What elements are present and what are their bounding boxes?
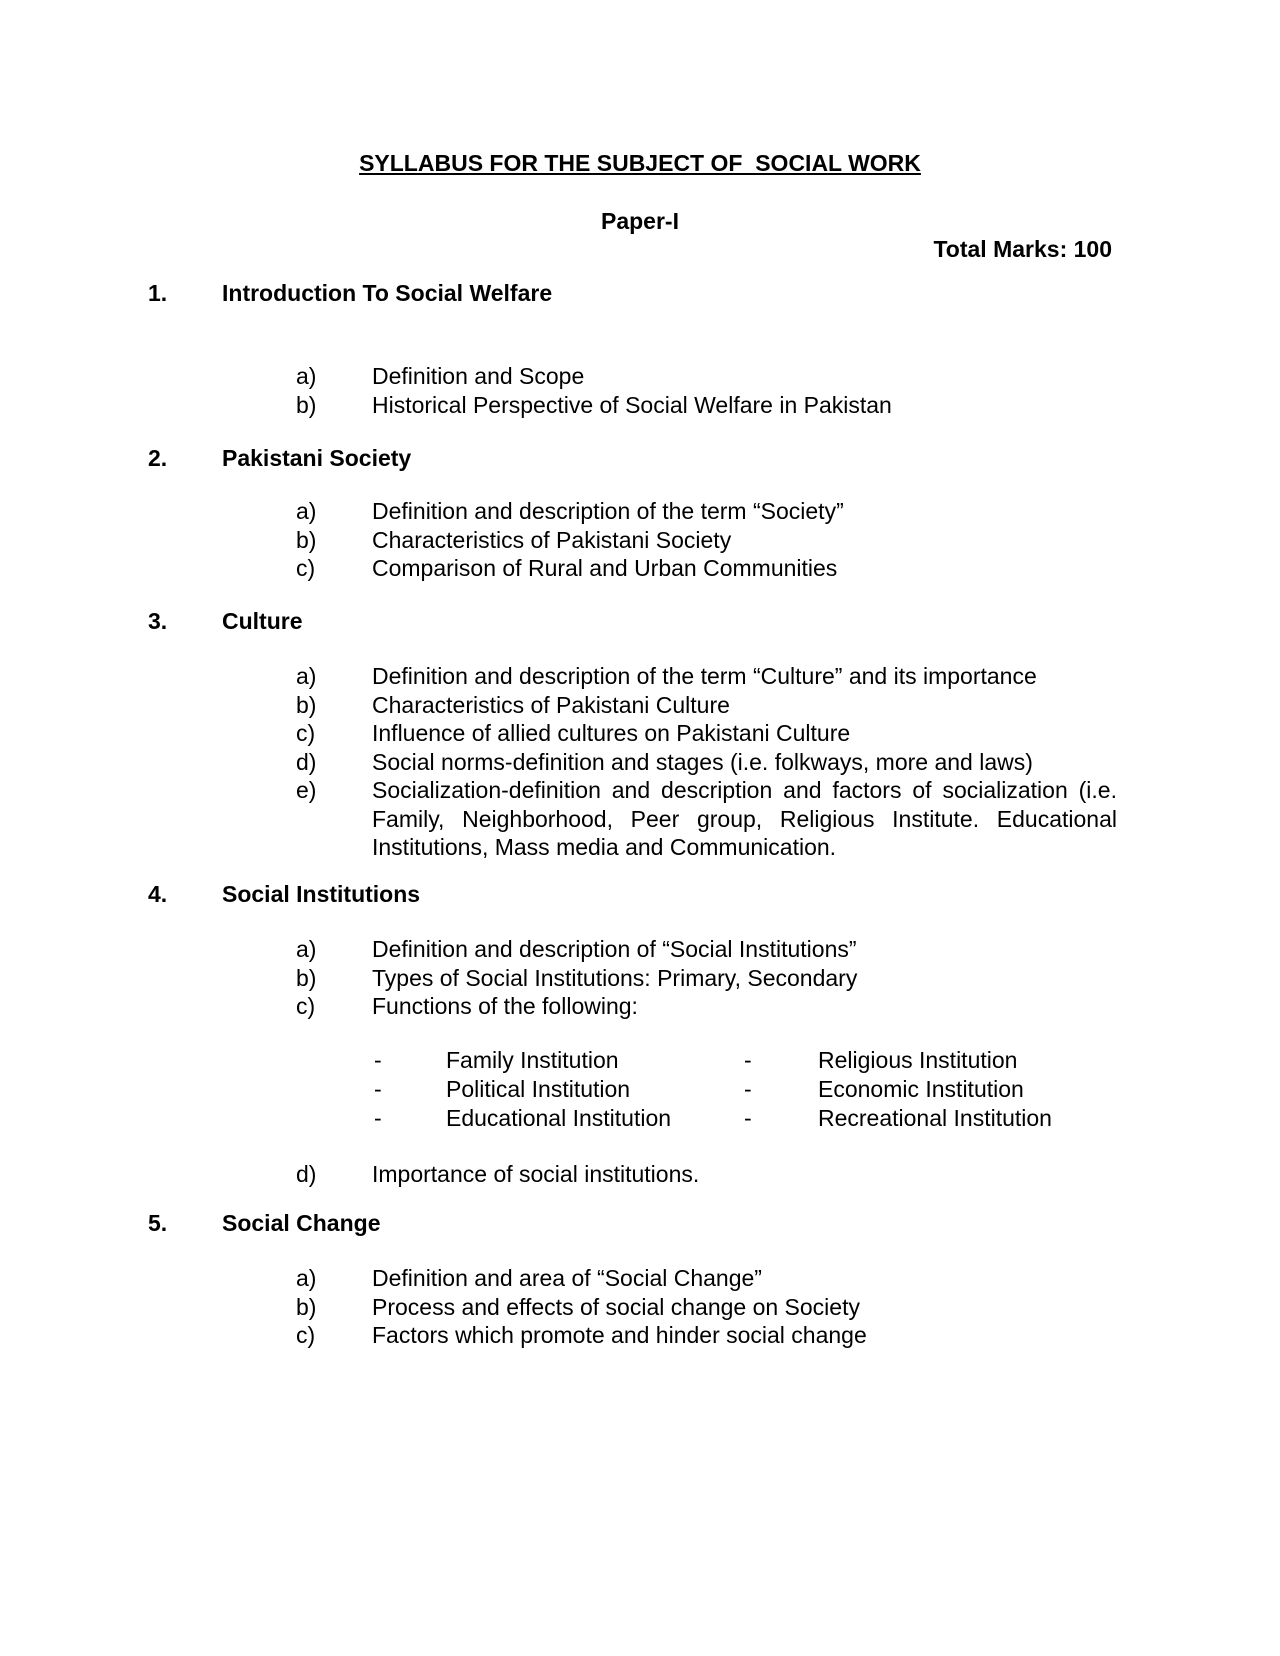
item-text: Types of Social Institutions: Primary, Secondary — [372, 964, 858, 991]
dash: - — [744, 1046, 752, 1073]
list-item — [148, 964, 1128, 993]
item-text: Socialization-definition and description and factors of socialization (i.e. Family, Neighborhood, Peer group, Religious Institute. Educational Institutions, Mass media and Communication. — [372, 777, 1117, 860]
item-letter: c) — [296, 1322, 316, 1348]
list-item — [148, 935, 1128, 964]
list-item — [148, 1321, 1128, 1350]
function-item: Family Institution — [446, 1046, 619, 1073]
item-list — [148, 497, 1128, 583]
item-text: Definition and description of “Social Institutions” — [372, 936, 857, 962]
item-letter: c) — [296, 720, 316, 746]
item-text: Functions of the following: — [372, 993, 638, 1019]
section-title: Social Change — [222, 1210, 381, 1236]
section-heading — [148, 608, 1128, 636]
item-list — [148, 662, 1128, 862]
function-item: Recreational Institution — [818, 1104, 1052, 1131]
list-item — [148, 1293, 1128, 1322]
list-item — [148, 362, 1128, 391]
item-text: Importance of social institutions. — [372, 1160, 700, 1187]
item-letter: c) — [296, 555, 316, 581]
dash: - — [744, 1075, 752, 1102]
list-item — [148, 554, 1128, 583]
item-letter: b) — [296, 1293, 317, 1320]
list-item — [148, 1264, 1128, 1293]
section-number: 2. — [148, 445, 168, 471]
item-text: Process and effects of social change on Society — [372, 1293, 860, 1320]
section-number: 4. — [148, 881, 168, 907]
list-item — [148, 526, 1128, 555]
item-letter: a) — [296, 363, 317, 389]
section-title: Pakistani Society — [222, 445, 412, 471]
item-list — [148, 1264, 1128, 1350]
item-text: Definition and Scope — [372, 363, 585, 389]
section-2 — [148, 445, 1128, 583]
section-1 — [148, 280, 1128, 419]
function-item: Political Institution — [446, 1075, 631, 1102]
functions-row — [148, 1105, 1128, 1134]
item-text: Definition and area of “Social Change” — [372, 1265, 762, 1291]
section-title: Culture — [222, 608, 303, 634]
section-heading — [148, 280, 1128, 308]
list-item — [148, 691, 1128, 720]
section-4 — [148, 881, 1128, 1188]
section-title: Introduction To Social Welfare — [222, 280, 553, 306]
item-text: Characteristics of Pakistani Society — [372, 526, 732, 553]
document-title: SYLLABUS FOR THE SUBJECT OF SOCIAL WORK — [359, 150, 921, 176]
item-text: Comparison of Rural and Urban Communities — [372, 555, 838, 581]
item-letter: c) — [296, 993, 316, 1019]
item-list — [148, 362, 1128, 419]
dash: - — [374, 1104, 382, 1131]
item-letter: a) — [296, 663, 317, 689]
function-item: Educational Institution — [446, 1104, 672, 1131]
item-text: Factors which promote and hinder social change — [372, 1322, 867, 1348]
functions-list — [148, 1047, 1128, 1134]
item-letter: d) — [296, 1160, 317, 1187]
item-letter: a) — [296, 936, 317, 962]
item-text: Definition and description of the term “Culture” and its importance — [372, 663, 1037, 689]
list-item — [148, 719, 1128, 748]
list-item — [148, 1160, 1128, 1189]
list-item — [148, 748, 1128, 777]
item-letter: a) — [296, 1265, 317, 1291]
list-item — [148, 497, 1128, 526]
list-item — [148, 662, 1128, 691]
list-item — [148, 776, 1128, 862]
section-number: 5. — [148, 1210, 168, 1236]
dash: - — [374, 1046, 382, 1073]
item-text: Influence of allied cultures on Pakistani Culture — [372, 720, 851, 746]
item-letter: b) — [296, 964, 317, 991]
item-letter: b) — [296, 391, 317, 418]
item-letter: e) — [296, 777, 317, 803]
section-heading — [148, 881, 1128, 909]
item-letter: a) — [296, 498, 317, 524]
item-list — [148, 935, 1128, 1188]
section-5 — [148, 1210, 1128, 1350]
item-text: Definition and description of the term “Society” — [372, 498, 844, 524]
dash: - — [744, 1104, 752, 1131]
total-marks: Total Marks: 100 — [933, 236, 1112, 262]
section-heading — [148, 445, 1128, 473]
function-item: Religious Institution — [818, 1046, 1018, 1073]
item-letter: d) — [296, 748, 317, 775]
list-item — [148, 992, 1128, 1021]
section-number: 3. — [148, 608, 168, 634]
item-text: Historical Perspective of Social Welfare in Pakistan — [372, 391, 892, 418]
section-3 — [148, 608, 1128, 862]
list-item — [148, 391, 1128, 420]
dash: - — [374, 1075, 382, 1102]
section-title: Social Institutions — [222, 881, 421, 907]
section-heading — [148, 1210, 1128, 1238]
item-text: Characteristics of Pakistani Culture — [372, 691, 730, 718]
functions-row — [148, 1047, 1128, 1076]
item-text: Social norms-definition and stages (i.e. folkways, more and laws) — [372, 748, 1033, 775]
functions-row — [148, 1076, 1128, 1105]
item-letter: b) — [296, 691, 317, 718]
item-letter: b) — [296, 526, 317, 553]
paper-label: Paper-I — [601, 208, 679, 234]
section-number: 1. — [148, 280, 168, 306]
function-item: Economic Institution — [818, 1075, 1024, 1102]
